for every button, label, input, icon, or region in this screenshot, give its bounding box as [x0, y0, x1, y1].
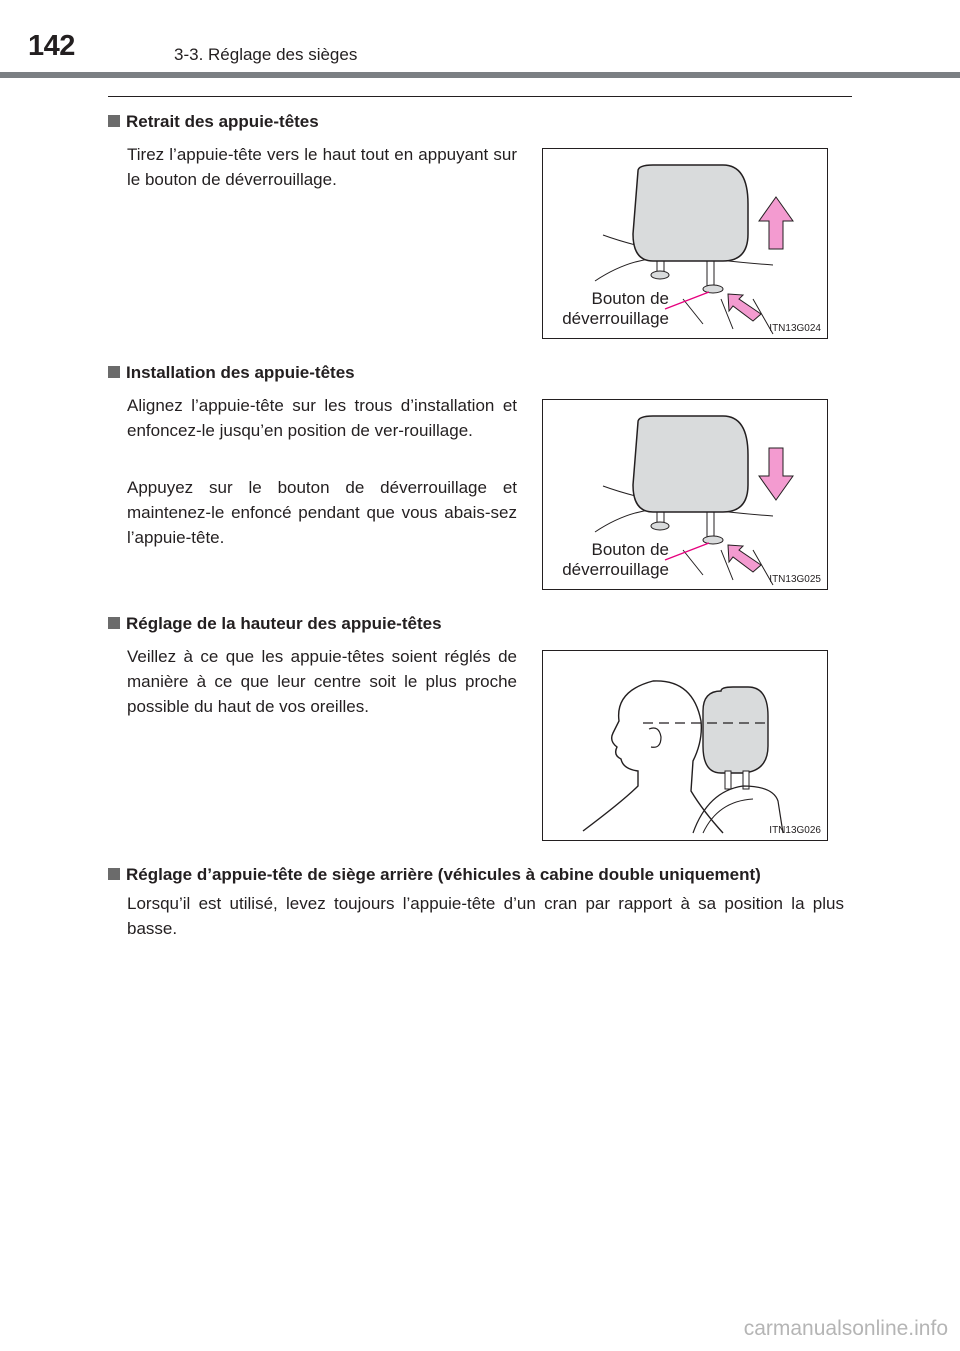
square-bullet-icon [108, 115, 120, 127]
section-heading-installation: Installation des appuie-têtes [108, 363, 355, 383]
paragraph-retrait: Tirez l’appuie-tête vers le haut tout en appuyant sur le bouton de déverrouillage. [127, 145, 517, 189]
arrow-up-icon [759, 197, 793, 249]
figure-height-adjustment [542, 650, 828, 841]
section-heading-retrait: Retrait des appuie-têtes [108, 112, 319, 132]
square-bullet-icon [108, 366, 120, 378]
figure-code: ITN13G025 [769, 574, 821, 585]
square-bullet-icon [108, 617, 120, 629]
arrow-down-icon [759, 448, 793, 500]
paragraph-installation-2: Appuyez sur le bouton de déverrouillage et maintenez-le enfoncé pendant que vous abais-sez l’appuie-tête. [127, 478, 517, 547]
release-button-label: Bouton de déverrouillage [562, 540, 669, 579]
square-bullet-icon [108, 868, 120, 880]
chapter-title: 3-3. Réglage des sièges [174, 45, 358, 64]
figure-code: ITN13G024 [769, 323, 821, 334]
press-arrow-icon [728, 294, 761, 321]
paragraph-arriere: Lorsqu’il est utilisé, levez toujours l’appuie-tête d’un cran par rapport à sa position la plus basse. [127, 894, 844, 938]
section-heading-hauteur: Réglage de la hauteur des appuie-têtes [108, 614, 442, 634]
figure-code: ITN13G026 [769, 825, 821, 836]
header-band [0, 72, 960, 78]
watermark: carmanualsonline.info [743, 1317, 948, 1340]
press-arrow-icon [728, 545, 761, 572]
release-button-label: Bouton de déverrouillage [562, 289, 669, 328]
figure-installation [542, 399, 828, 590]
paragraph-hauteur: Veillez à ce que les appuie-têtes soient réglés de manière à ce que leur centre soit le plus proche possible du haut de vos oreilles. [127, 647, 517, 716]
section-heading-arriere: Réglage d’appuie-tête de siège arrière (véhicules à cabine double uniquement) [108, 865, 761, 885]
figure-removal [542, 148, 828, 339]
paragraph-installation-1: Alignez l’appuie-tête sur les trous d’installation et enfoncez-le jusqu’en position de ver-rouillage. [127, 396, 517, 440]
page-number: 142 [28, 30, 75, 62]
content-rule [108, 96, 852, 97]
head-position-illustration [543, 651, 827, 840]
